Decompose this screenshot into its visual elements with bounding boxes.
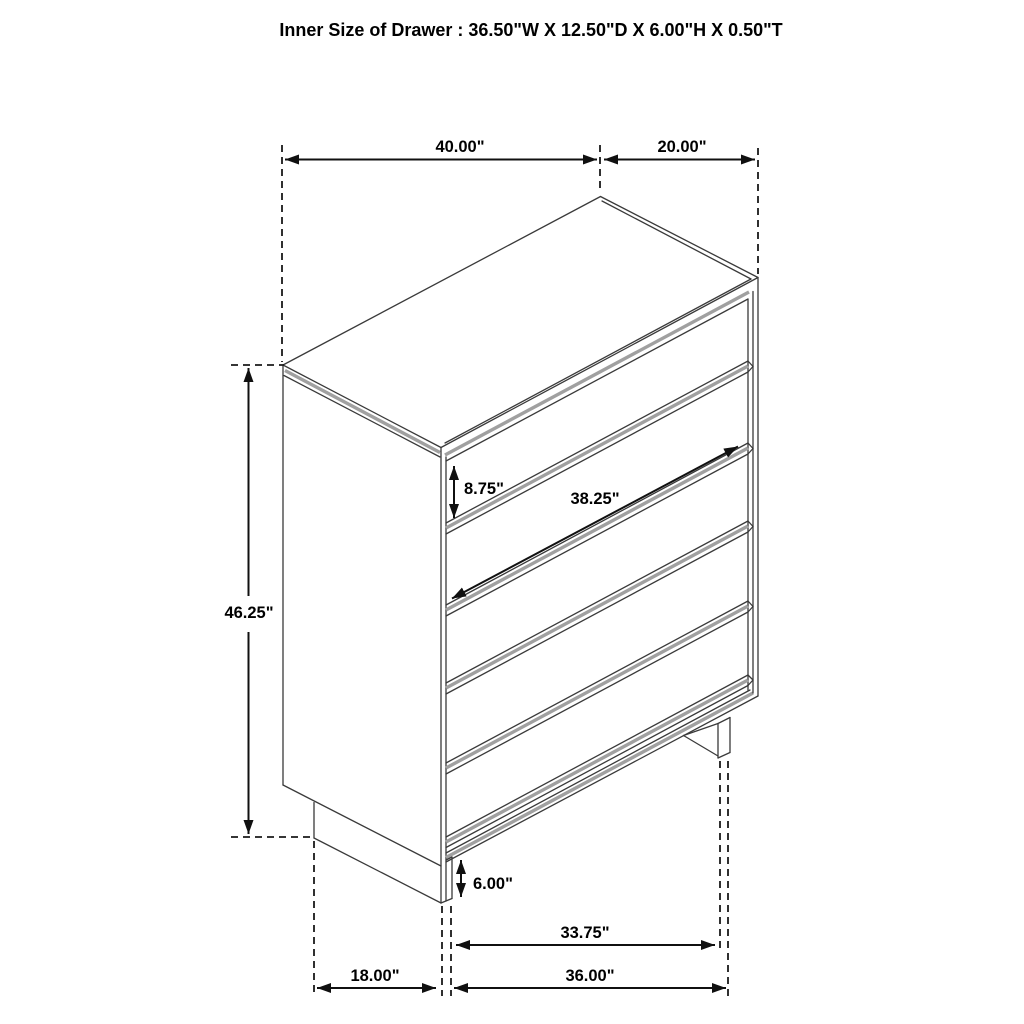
dimension-base-height xyxy=(461,860,513,897)
dimension-label-top-drawer-height: 8.75" xyxy=(464,480,504,498)
dimension-base-inner-width xyxy=(456,924,715,945)
dimension-top-width xyxy=(285,138,597,160)
dimension-label-base-height: 6.00" xyxy=(473,875,513,893)
dimension-label-base-inner-width: 33.75" xyxy=(560,924,610,942)
dimension-label-top-width: 40.00" xyxy=(435,138,485,156)
extension-lines xyxy=(231,145,758,996)
dimension-label-base-width: 36.00" xyxy=(565,967,615,985)
dimension-drawer-width xyxy=(452,447,738,599)
chest-front-face xyxy=(445,278,758,863)
chest-base-plinth xyxy=(314,718,730,904)
dimension-label-base-depth: 18.00" xyxy=(350,967,400,985)
chest-corner-edge xyxy=(441,448,446,904)
chest-drawing xyxy=(283,197,758,904)
dimension-label-drawer-width: 38.25" xyxy=(570,490,620,508)
dimension-base-depth xyxy=(317,967,436,988)
dimension-label-top-depth: 20.00" xyxy=(657,138,707,156)
chest-top-face xyxy=(283,197,758,448)
chest-side-panel xyxy=(283,365,441,866)
dimension-base-width xyxy=(454,967,726,988)
dimension-top-depth xyxy=(604,138,755,160)
diagram-title: Inner Size of Drawer : 36.50"W X 12.50"D X 6.00"H X 0.50"T xyxy=(279,20,783,40)
dimension-overall-height xyxy=(224,368,273,834)
dimension-label-overall-height: 46.25" xyxy=(224,604,274,622)
